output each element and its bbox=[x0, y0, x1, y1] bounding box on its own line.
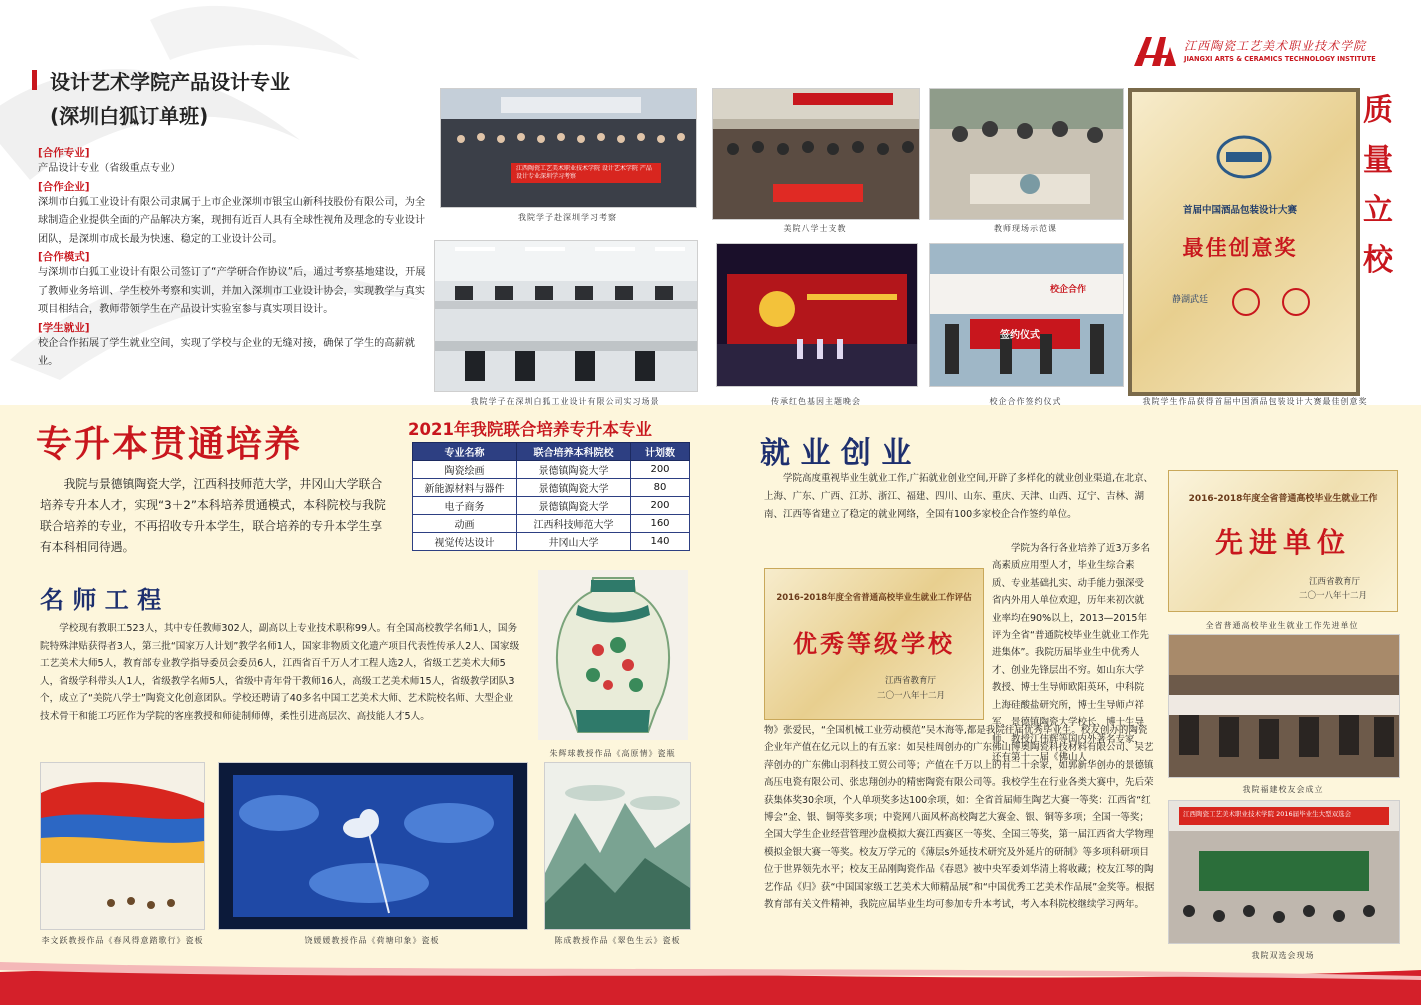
program-title-line1: 设计艺术学院产品设计专业 bbox=[50, 70, 290, 94]
contest-logo-icon bbox=[1212, 132, 1276, 182]
caption-shenzhen-visit: 我院学子赴深圳学习考察 bbox=[518, 213, 617, 222]
logo-cn-name: 江西陶瓷工艺美术职业技术学院 bbox=[1184, 39, 1367, 53]
program-title-line2: (深圳白狐订单班) bbox=[50, 104, 209, 128]
award-best-creativity bbox=[1128, 88, 1360, 396]
teachers-title: 名 师 工 程 bbox=[40, 586, 162, 614]
cooperation-info bbox=[38, 145, 430, 372]
logo-en-name: JIANGXI ARTS & CERAMICS TECHNOLOGY INSTITUTE bbox=[1184, 55, 1376, 63]
caption-work-1: 李文跃教授作品《春风得意踏歌行》瓷板 bbox=[41, 936, 204, 945]
vase-artwork bbox=[538, 570, 688, 740]
photo-shenzhen-visit bbox=[440, 88, 697, 208]
award-contest-name: 首届中国酒品包装设计大赛 bbox=[1182, 205, 1297, 216]
plan-header-cell: 专业名称 bbox=[413, 443, 517, 461]
school-logo bbox=[1130, 35, 1390, 67]
photo-alumni-association bbox=[1168, 634, 1400, 778]
plan-header-cell: 联合培养本科院校 bbox=[517, 443, 631, 461]
plan-cell: 景德镇陶瓷大学 bbox=[517, 479, 631, 497]
logo-mark-icon bbox=[1130, 35, 1180, 67]
caption-alumni: 我院福建校友会成立 bbox=[1242, 785, 1324, 794]
photo-internship-office bbox=[434, 240, 698, 392]
plan-cell: 80 bbox=[631, 479, 690, 497]
award-mid-issuer: 江西省教育厅 bbox=[885, 676, 937, 686]
plan-table bbox=[412, 442, 690, 551]
tag-major: [合作专业] bbox=[38, 147, 90, 159]
artwork-lotus-pond bbox=[218, 762, 528, 930]
seal-icon bbox=[1232, 288, 1260, 316]
plan-cell: 200 bbox=[631, 497, 690, 515]
plan-cell: 景德镇陶瓷大学 bbox=[517, 461, 631, 479]
caption-teaching-volunteers: 美院八学士支教 bbox=[783, 224, 847, 233]
title-marker bbox=[32, 70, 37, 90]
table-row bbox=[413, 515, 690, 533]
bottom-red-band bbox=[0, 962, 1421, 1005]
plan-cell: 160 bbox=[631, 515, 690, 533]
award-excellent-school bbox=[764, 568, 984, 720]
tag-employment: [学生就业] bbox=[38, 321, 90, 334]
caption-job-fair: 我院双选会现场 bbox=[1251, 951, 1315, 960]
upgrade-title: 专升本贯通培养 bbox=[36, 424, 303, 465]
plan-table-title: 2021年我院联合培养专升本专业 bbox=[408, 420, 652, 439]
award-right-date: 二〇一八年十二月 bbox=[1299, 591, 1368, 601]
photo-banner-text: 江西陶瓷工艺美术职业技术学院 2016届毕业生大型双选会 bbox=[1183, 810, 1352, 818]
table-row bbox=[413, 497, 690, 515]
slogan-char: 量 bbox=[1363, 143, 1393, 178]
seal-icon bbox=[1282, 288, 1310, 316]
award-mid-line1: 2016-2018年度全省普通高校毕业生就业工作评估 bbox=[776, 593, 972, 603]
plan-cell: 动画 bbox=[413, 515, 517, 533]
award-right-issuer: 江西省教育厅 bbox=[1309, 577, 1361, 587]
teachers-text: 学校现有教职工523人，其中专任教师302人，副高以上专业技术职称99人。有全国高校教学名师1人，国务院特殊津贴获得者3人，第三批“国家万人计划”教学名师1人，国家非物质文化遗产项目代表性传承人2人、国家级工艺美术大师5人，教育部专业教学指导委员会委员6人，江西省百千万人才工程人选2人，省级工艺美术大师5人，省级学科带头人1人，省级教学名师5人，省级中青年骨干教师16人，高级工艺美术师15人，省级教学团队3个，成立了“美院八学士”陶瓷文化创意团队。学校还聘请了40多名中国工艺美术大师、艺术院校名师、大型企业技术骨干和能工巧匠作为学院的客座教授和师徒制师傅，柔性引进高层次、高技能人才5人。 bbox=[40, 623, 520, 722]
tag-enterprise: [合作企业] bbox=[38, 180, 90, 193]
caption-red-gene-evening: 传承红色基因主题晚会 bbox=[771, 397, 861, 406]
plan-cell: 新能源材料与器件 bbox=[413, 479, 517, 497]
award-prize-name: 最佳创意奖 bbox=[1182, 235, 1298, 260]
photo-banner-text: 校企合作 bbox=[1050, 285, 1087, 295]
caption-vase: 朱辉球教授作品《高原情》瓷瓶 bbox=[549, 749, 676, 758]
caption-work-2: 饶媛媛教授作品《荷塘印象》瓷板 bbox=[304, 936, 440, 945]
plan-cell: 视觉传达设计 bbox=[413, 533, 517, 551]
caption-award-best-creativity: 我院学生作品获得首届中国酒品包装设计大赛最佳创意奖 bbox=[1142, 397, 1368, 406]
photo-teacher-demo bbox=[929, 88, 1124, 220]
employment-text-1: 学院高度重视毕业生就业工作,广拓就业创业空间,开辟了多样化的就业创业渠道,在北京、上海、广东、广西、江苏、浙江、福建、四川、山东、重庆、天津、山西、辽宁、吉林、湖南、江西等省建立了稳定的就业网络，全国有100多家校企合作签约单位。 bbox=[764, 473, 1154, 520]
slogan-char: 立 bbox=[1363, 193, 1393, 228]
award-right-line1: 2016-2018年度全省普通高校毕业生就业工作 bbox=[1188, 494, 1378, 504]
plan-cell: 电子商务 bbox=[413, 497, 517, 515]
artwork-spring-breeze bbox=[40, 762, 205, 930]
slogan-char: 校 bbox=[1363, 243, 1393, 278]
tag-mode: [合作模式] bbox=[38, 251, 90, 263]
employment-text-2a: 学院为各行各业培养了近3万多名高素质应用型人才，毕业生综合素质、专业基础扎实、动手能力强深受省内外用人单位欢迎，历年来初次就业率均在90%以上，2013—2015年评为全省“普通院校毕业生就业工作先进集体”。我院历届毕业生中优秀人才、创业先锋层出不穷。如山东大学教授、博士生导师欧阳英环，中科院上海硅酸盐研究所，博士生导师卢祥军，景德镇陶瓷大学校长、博士生导师、教授江伟辉等国内外著名专家，还有第十一届《佛山人 bbox=[992, 543, 1151, 763]
table-row bbox=[413, 533, 690, 551]
photo-teaching-volunteers bbox=[712, 88, 920, 220]
caption-teacher-demo: 教师现场示范课 bbox=[994, 224, 1057, 233]
caption-work-3: 陈成教授作品《翠色生云》瓷板 bbox=[554, 936, 681, 945]
award-winner: 静湖武廷 bbox=[1172, 295, 1209, 305]
plan-header-cell: 计划数 bbox=[631, 443, 690, 461]
plan-cell: 140 bbox=[631, 533, 690, 551]
award-advanced-unit bbox=[1168, 470, 1398, 612]
plan-cell: 井冈山大学 bbox=[517, 533, 631, 551]
photo-signing-ceremony bbox=[929, 243, 1124, 387]
photo-job-fair bbox=[1168, 800, 1400, 944]
photo-banner-text: 江西陶瓷工艺美术职业技术学院 设计艺术学院 产品设计专业深圳学习考察 bbox=[516, 165, 652, 180]
employment-title: 就 业 创 业 bbox=[760, 436, 912, 471]
award-mid-date: 二〇一八年十二月 bbox=[877, 691, 946, 701]
text-employment: 校企合作拓展了学生就业空间，实现了学校与企业的无缝对接，确保了学生的高薪就业。 bbox=[38, 337, 415, 367]
plan-cell: 200 bbox=[631, 461, 690, 479]
photo-red-gene-evening bbox=[716, 243, 918, 387]
slogan-char: 质 bbox=[1363, 93, 1393, 128]
caption-internship-office: 我院学子在深圳白狐工业设计有限公司实习场景 bbox=[470, 397, 660, 406]
text-mode: 与深圳市白狐工业设计有限公司签订了“产学研合作协议”后，通过考察基地建设，开展了教师业务培训、学生校外考察和实训，并加入深圳市工业设计协会，实现教学与真实项目相结合，教师带领学生在产品设计实验室参与真实项目设计。 bbox=[38, 267, 426, 315]
award-mid-title: 优秀等级学校 bbox=[793, 629, 955, 658]
quality-vertical-slogan bbox=[1358, 86, 1398, 286]
caption-signing-ceremony: 校企合作签约仪式 bbox=[989, 397, 1062, 406]
text-enterprise: 深圳市白狐工业设计有限公司隶属于上市企业深圳市银宝山新科技股份有限公司，为全球制造企业提供全面的产品解决方案，现拥有近百人具有全球性视角及理念的专业设计团队，是深圳市成长最为快速、稳定的工业设计公司。 bbox=[38, 196, 426, 245]
award-right-title: 先进单位 bbox=[1214, 526, 1351, 559]
plan-table-header bbox=[413, 443, 690, 461]
upgrade-text: 我院与景德镇陶瓷大学，江西科技师范大学，井冈山大学联合培养专升本人才，实现“3＋2”本科培养贯通模式，本科院校与我院联合培养的专业，不再招收专升本学生，联合培养的专升本学生享有本科相同待遇。 bbox=[40, 477, 386, 554]
table-row bbox=[413, 479, 690, 497]
employment-text-2b: 物》张爱民，“全国机械工业劳动模范”吴木海等,都是我院往届优秀毕业生。校友创办的陶瓷企业年产值在亿元以上的有五家：如吴桂周创办的广东佛山博奥陶瓷科技材料有限公司、吴艺萍创办的广东佛山羽科技工贸公司等；产值在千万以上的有二十余家，如郭新华创办的景德镇高压电瓷有限公司、张忠翔创办的精密陶瓷有限公司等。我校学生在行业各类大赛中，先后荣获集体奖30余项，个人单项奖多达100余项，如：全省首届师生陶艺大赛一等奖：江西省“红博会”金、银、铜等奖多项；中瓷网八面风杯高校陶艺大赛金、银、铜等多项；全国一等奖；全国大学生企业经营管理沙盘模拟大赛江西赛区一等奖、全国三等奖，第一届江西省大学物理模拟金银大赛一等奖。校友万学元的《薄层s外延技术研究及外延片的研制》等多项科研项目位于世界领先水平；校友王品刚陶瓷作品《春恩》被中央军委刘华清上将收藏；校友江琴的陶艺作品《归》获“中国国家级工艺美术大师精品展”和“中国优秀工艺美术作品展”金奖等。根据教育部有关文件精神，我院应届毕业生均可参加专升本考试，考入本科院校继续学习两年。 bbox=[764, 725, 1155, 911]
photo-sign-text: 签约仪式 bbox=[1000, 330, 1040, 341]
artwork-green-clouds bbox=[544, 762, 691, 930]
plan-cell: 陶瓷绘画 bbox=[413, 461, 517, 479]
text-major: 产品设计专业（省级重点专业） bbox=[38, 163, 181, 174]
caption-award-advanced: 全省普通高校毕业生就业工作先进单位 bbox=[1205, 621, 1359, 630]
table-row bbox=[413, 461, 690, 479]
plan-cell: 江西科技师范大学 bbox=[517, 515, 631, 533]
plan-cell: 景德镇陶瓷大学 bbox=[517, 497, 631, 515]
